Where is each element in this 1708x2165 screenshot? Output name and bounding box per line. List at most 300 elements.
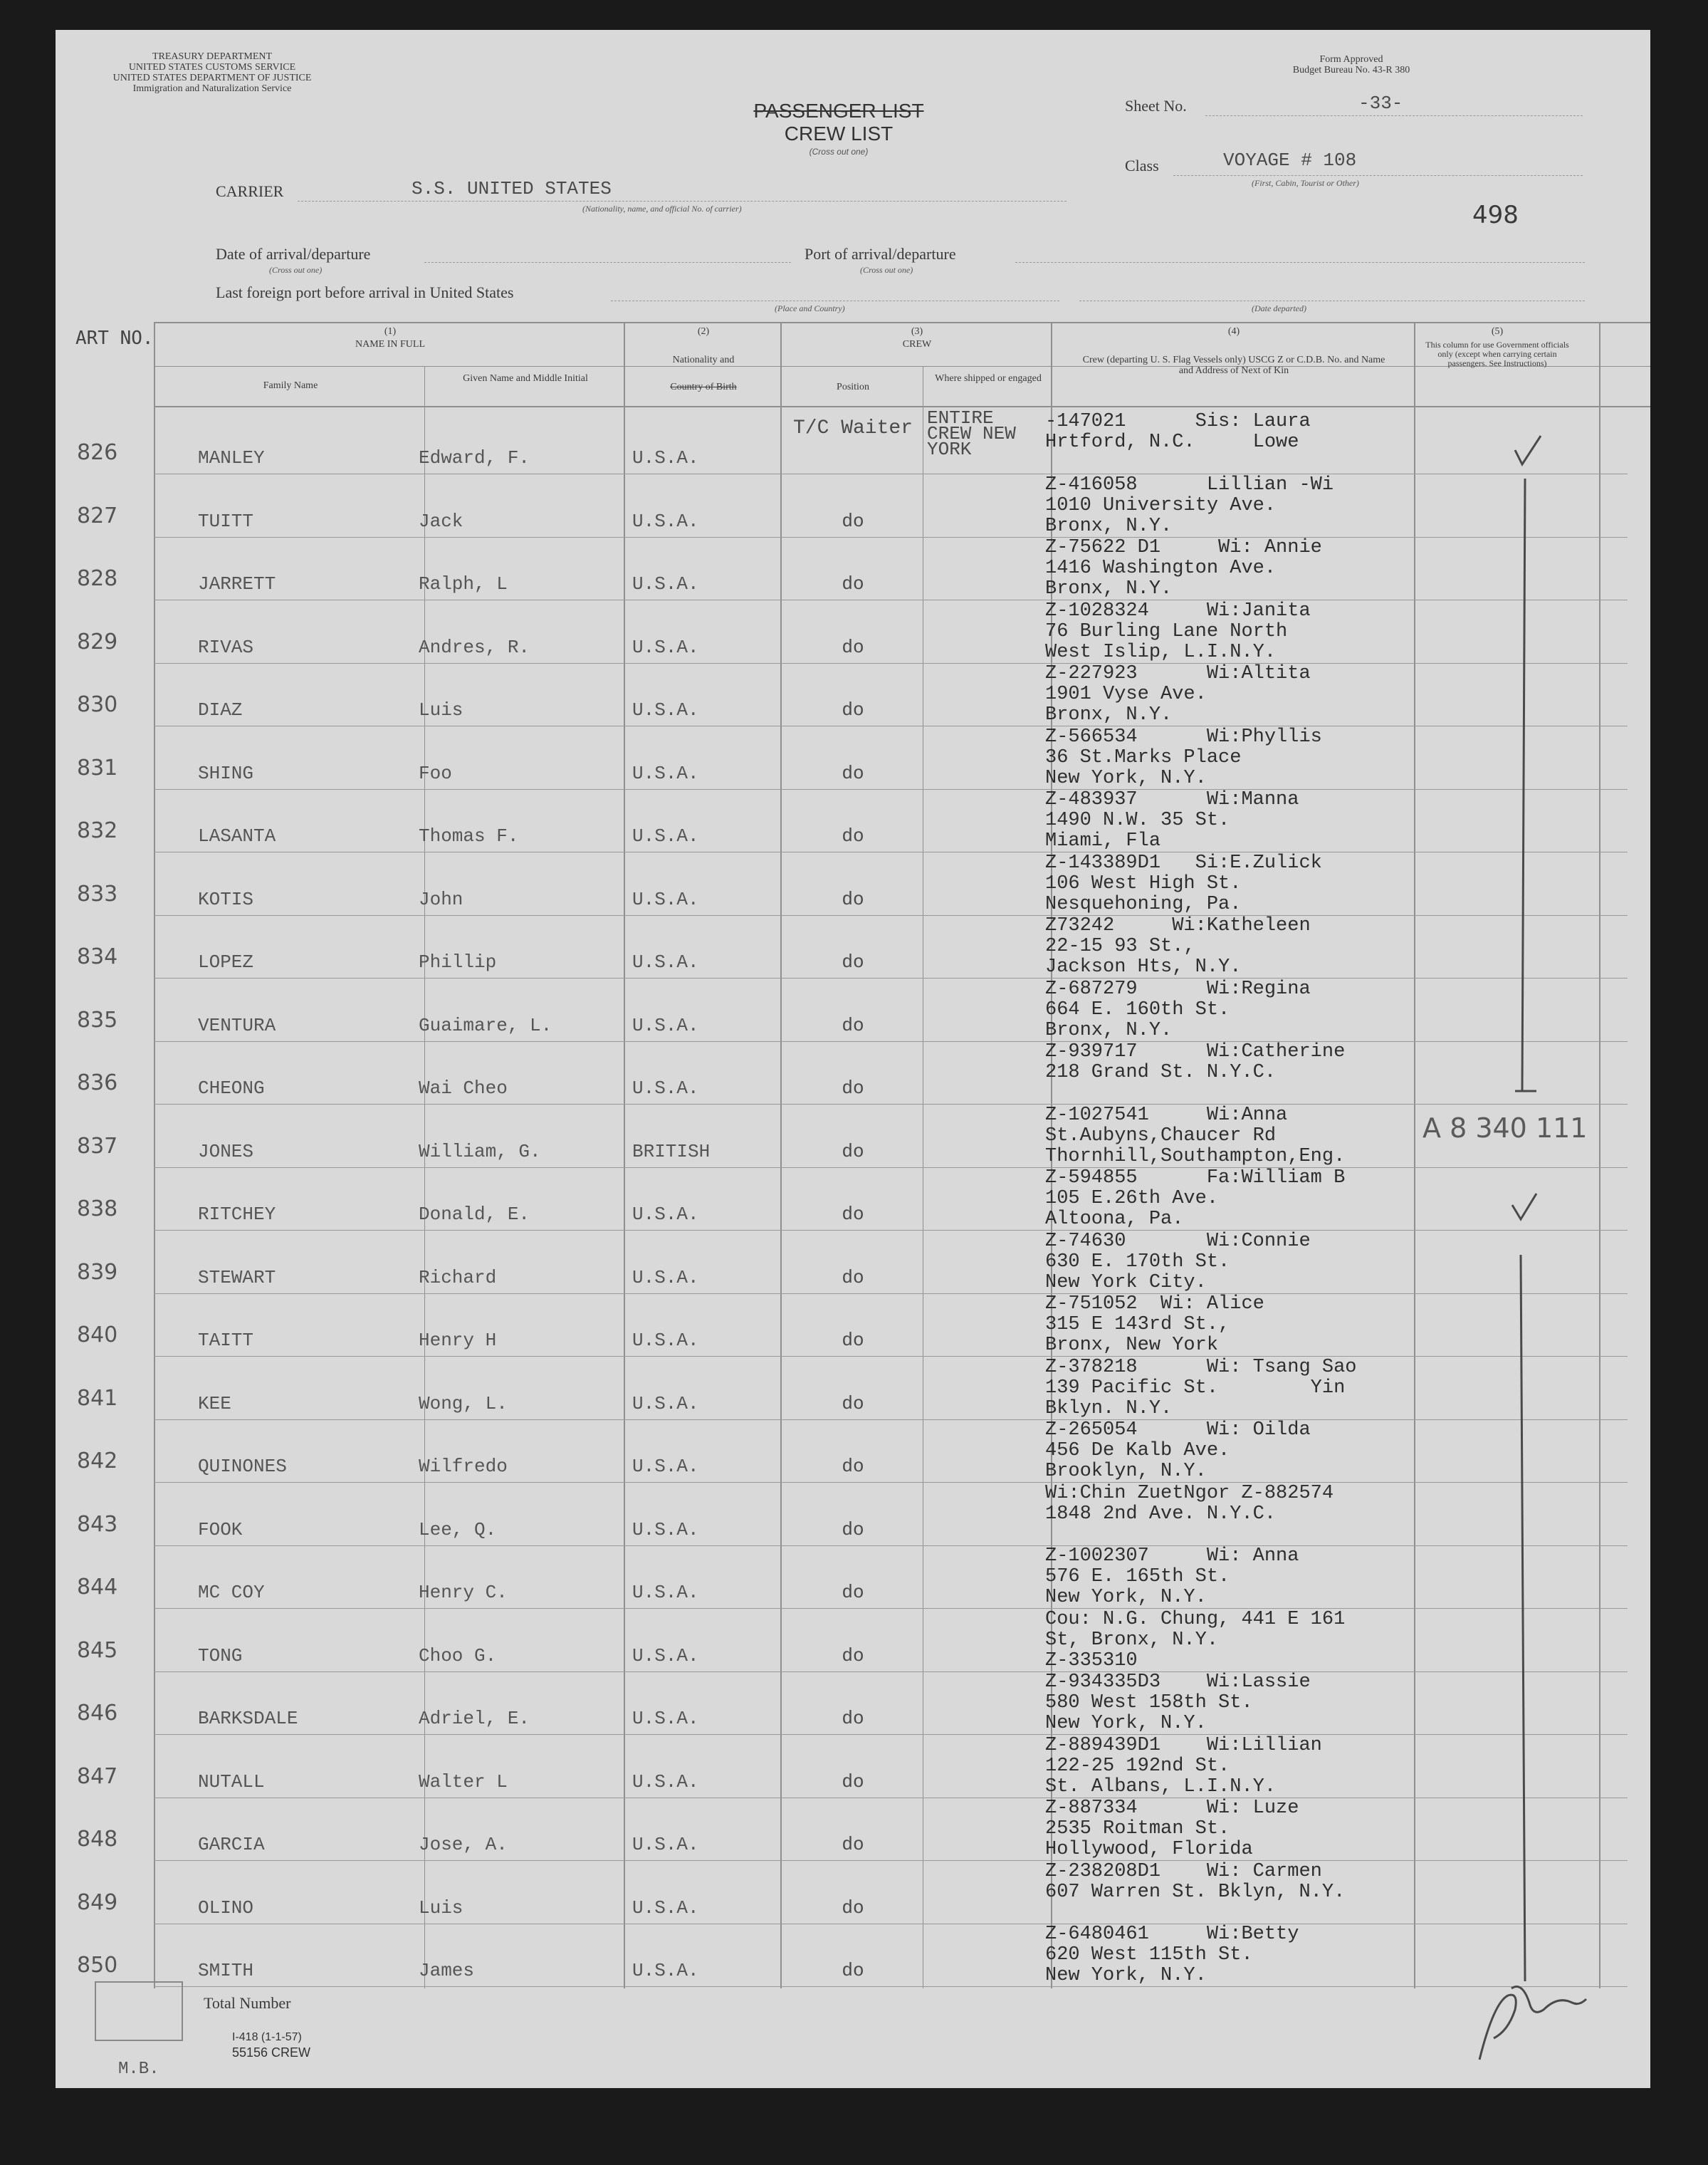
given-name: Foo [419, 762, 452, 784]
nationality: U.S.A. [632, 1770, 699, 1793]
next-of-kin-line: 580 West 158th St. [1045, 1692, 1253, 1713]
carrier-note: (Nationality, name, and official No. of carrier) [582, 204, 742, 214]
next-of-kin-line: Z-934335D3 Wi:Lassie [1045, 1671, 1311, 1693]
next-of-kin-line: Z-1027541 Wi:Anna [1045, 1104, 1288, 1126]
table-row [77, 538, 1649, 600]
given-name: Andres, R. [419, 636, 530, 658]
place-note: (Place and Country) [775, 303, 845, 313]
agency-line: Immigration and Naturalization Service [132, 83, 292, 94]
next-of-kin-line: 22-15 93 St., [1045, 936, 1195, 957]
next-of-kin [1045, 853, 1322, 915]
next-of-kin [1045, 1168, 1345, 1230]
position-header: Position [837, 382, 869, 392]
next-of-kin-line: 139 Pacific St. Yin [1045, 1377, 1346, 1399]
next-of-kin-line: Thornhill,Southampton,Eng. [1045, 1145, 1346, 1167]
nationality: U.S.A. [632, 1330, 699, 1351]
table-row [77, 1798, 1649, 1861]
title-block [732, 100, 945, 157]
next-of-kin-line: Z-6480461 Wi:Betty [1045, 1924, 1299, 1945]
nationality: U.S.A. [632, 1897, 699, 1919]
where-shipped-header: Where shipped or engaged [935, 373, 1042, 384]
nationality: U.S.A. [632, 447, 699, 469]
family-name: VENTURA [198, 1014, 276, 1036]
art-number: 844 [77, 1575, 118, 1600]
next-of-kin-line: New York, N.Y. [1045, 1713, 1207, 1734]
family-name: CHEONG [198, 1078, 265, 1099]
next-of-kin-line: Z-238208D1 Wi: Carmen [1045, 1860, 1322, 1882]
family-name: RITCHEY [198, 1204, 276, 1225]
art-number: 843 [77, 1511, 118, 1537]
given-name: Guaimare, L. [419, 1014, 552, 1036]
table-row [77, 1420, 1649, 1483]
next-of-kin-line: 576 E. 165th St. [1045, 1566, 1230, 1587]
next-of-kin-line: Altoona, Pa. [1045, 1209, 1184, 1230]
family-name: SHING [198, 762, 254, 784]
next-of-kin-line: St. Albans, L.I.N.Y. [1045, 1775, 1277, 1798]
next-of-kin-line: 664 E. 160th St. [1045, 998, 1230, 1021]
position: do [842, 762, 864, 784]
table-row [77, 1231, 1649, 1294]
next-of-kin-line: 76 Burling Lane North [1045, 620, 1288, 642]
col4-title: Crew (departing U. S. Flag Vessels only) USCG Z or C.D.B. No. and Name and Address of Next of Kin [1082, 355, 1385, 376]
col1-num: (1) [384, 326, 397, 337]
table-row [77, 853, 1649, 916]
next-of-kin-line: Z-416058 Lillian -Wi [1045, 474, 1334, 496]
table-row [77, 1042, 1649, 1105]
crew-list-document [56, 30, 1650, 2088]
date-label: Date of arrival/departure [216, 245, 371, 263]
nationality: U.S.A. [632, 1266, 699, 1288]
given-name: William, G. [419, 1140, 541, 1162]
art-number: 846 [77, 1701, 118, 1726]
position: do [842, 1518, 864, 1540]
class-note: (First, Cabin, Tourist or Other) [1252, 178, 1359, 188]
family-name: DIAZ [198, 699, 243, 721]
family-name: FOOK [198, 1518, 243, 1540]
next-of-kin [1045, 1420, 1311, 1482]
next-of-kin-line: Z-265054 Wi: Oilda [1045, 1419, 1311, 1441]
art-number: 835 [77, 1007, 118, 1033]
budget-bureau: Budget Bureau No. 43-R 380 [1292, 65, 1410, 75]
art-number: 831 [77, 755, 118, 781]
family-name: SMITH [198, 1960, 254, 1981]
initials: M.B. [118, 2060, 159, 2079]
family-name: GARCIA [198, 1834, 265, 1855]
col3-num: (3) [911, 326, 923, 337]
table-row [77, 727, 1649, 790]
next-of-kin [1045, 1483, 1334, 1525]
nationality: U.S.A. [632, 510, 699, 532]
nationality: U.S.A. [632, 1834, 699, 1855]
nationality: U.S.A. [632, 951, 699, 973]
next-of-kin-line: Brooklyn, N.Y. [1045, 1461, 1207, 1482]
table-row [77, 1924, 1649, 1987]
next-of-kin-line: Bronx, N.Y. [1045, 578, 1173, 600]
art-number: 845 [77, 1637, 118, 1663]
next-of-kin-line: 2535 Roitman St. [1045, 1818, 1230, 1840]
family-name: KEE [198, 1392, 231, 1414]
next-of-kin [1045, 1105, 1345, 1167]
next-of-kin-line: Z-887334 Wi: Luze [1045, 1798, 1299, 1819]
next-of-kin-line: Z-378218 Wi: Tsang Sao [1045, 1356, 1357, 1378]
date-departed-note: (Date departed) [1252, 303, 1306, 313]
next-of-kin-line: Bronx, N.Y. [1045, 515, 1173, 537]
next-of-kin [1045, 1862, 1345, 1903]
continuation-line [1522, 479, 1525, 1091]
next-of-kin-line: New York, N.Y. [1045, 1965, 1207, 1986]
next-of-kin-line: 1848 2nd Ave. N.Y.C. [1045, 1503, 1277, 1525]
nationality: U.S.A. [632, 699, 699, 721]
next-of-kin [1045, 664, 1311, 726]
nationality: U.S.A. [632, 1456, 699, 1477]
given-name: James [419, 1960, 475, 1981]
next-of-kin-line: Z-687279 Wi:Regina [1045, 978, 1311, 1000]
family-name: KOTIS [198, 888, 254, 910]
next-of-kin [1045, 979, 1311, 1041]
position: do [842, 1644, 864, 1666]
position: do [842, 1140, 864, 1162]
nationality: U.S.A. [632, 1014, 699, 1036]
table-row [77, 916, 1649, 979]
col4-num: (4) [1227, 326, 1240, 337]
next-of-kin-line: Hollywood, Florida [1045, 1839, 1253, 1860]
position: do [842, 1582, 864, 1603]
given-name: Edward, F. [419, 447, 530, 469]
table-row [77, 1105, 1649, 1168]
next-of-kin [1045, 538, 1322, 600]
col5-title: This column for use Government officials only (except when carrying certain passengers. See Instructions) [1425, 340, 1569, 368]
port-label: Port of arrival/departure [805, 245, 956, 263]
agency-line: UNITED STATES DEPARTMENT OF JUSTICE [112, 73, 312, 83]
art-number: 827 [77, 503, 118, 528]
position: do [842, 573, 864, 595]
next-of-kin [1045, 1736, 1322, 1798]
nationality-struck: Country of Birth [670, 382, 737, 392]
next-of-kin-line: Z-75622 D1 Wi: Annie [1045, 537, 1322, 558]
alien-registration-number: A 8 340 111 [1423, 1112, 1588, 1144]
col3-title: CREW [902, 339, 932, 350]
page-number: 498 [1472, 201, 1519, 229]
family-name: TAITT [198, 1330, 254, 1351]
given-name: Adriel, E. [419, 1708, 530, 1729]
nationality: U.S.A. [632, 1644, 699, 1666]
family-name: OLINO [198, 1897, 254, 1919]
table-row [77, 1672, 1649, 1735]
table-row [77, 1294, 1649, 1357]
position: do [842, 825, 864, 847]
art-number: 826 [77, 440, 118, 465]
next-of-kin-line: 607 Warren St. Bklyn, N.Y. [1045, 1881, 1346, 1903]
col5-num: (5) [1491, 326, 1504, 337]
next-of-kin-line: Z-335310 [1045, 1649, 1138, 1671]
sheet-value: -33- [1358, 93, 1403, 114]
next-of-kin [1045, 727, 1322, 789]
checkmark-icon [1512, 1194, 1536, 1219]
nationality: U.S.A. [632, 573, 699, 595]
title-note: (Cross out one) [809, 147, 869, 157]
next-of-kin-line: 36 St.Marks Place [1045, 746, 1242, 768]
next-of-kin-line: 630 E. 170th St. [1045, 1251, 1230, 1273]
col5-annotation-marks [1451, 429, 1565, 2031]
carrier-label: CARRIER [216, 182, 284, 200]
next-of-kin [1045, 412, 1311, 453]
next-of-kin [1045, 1610, 1345, 1671]
next-of-kin-line: 456 De Kalb Ave. [1045, 1440, 1230, 1461]
art-number: 833 [77, 881, 118, 907]
next-of-kin-line: Nesquehoning, Pa. [1045, 893, 1242, 915]
art-number: 847 [77, 1763, 118, 1789]
art-number: 838 [77, 1196, 118, 1221]
given-name-header: Given Name and Middle Initial [463, 373, 588, 384]
nationality: U.S.A. [632, 1960, 699, 1981]
next-of-kin [1045, 790, 1299, 852]
next-of-kin-line: Z-566534 Wi:Phyllis [1045, 726, 1322, 748]
table-row [77, 1862, 1649, 1924]
next-of-kin-line: Bronx, N.Y. [1045, 704, 1173, 726]
next-of-kin-line: 218 Grand St. N.Y.C. [1045, 1062, 1277, 1083]
table-row [77, 1168, 1649, 1231]
table-row [77, 1483, 1649, 1546]
next-of-kin-line: Z-889439D1 Wi:Lillian [1045, 1734, 1322, 1756]
next-of-kin-line: Hrtford, N.C. Lowe [1045, 432, 1299, 453]
art-number: 836 [77, 1070, 118, 1095]
next-of-kin-line: St, Bronx, N.Y. [1045, 1629, 1219, 1651]
position: do [842, 1330, 864, 1351]
family-name: LASANTA [198, 825, 276, 847]
agency-line: TREASURY DEPARTMENT [152, 51, 273, 62]
position: do [842, 1770, 864, 1793]
next-of-kin-line: 1901 Vyse Ave. [1045, 684, 1207, 705]
art-number: 837 [77, 1133, 118, 1159]
art-number: 830 [77, 692, 118, 717]
next-of-kin-line: Bronx, New York [1045, 1335, 1219, 1356]
page-title: CREW LIST [784, 122, 894, 145]
position: do [842, 1266, 864, 1288]
next-of-kin [1045, 601, 1311, 663]
position: do [842, 1014, 864, 1036]
next-of-kin-line: Z-1028324 Wi:Janita [1045, 600, 1311, 622]
given-name: Luis [419, 699, 463, 721]
next-of-kin-line: Wi:Chin ZuetNgor Z-882574 [1045, 1482, 1334, 1504]
form-code: 55156 CREW [232, 2045, 311, 2060]
form-approved: Form Approved [1319, 54, 1383, 65]
next-of-kin-line: Z-1002307 Wi: Anna [1045, 1545, 1299, 1567]
given-name: Jose, A. [419, 1834, 508, 1855]
given-name: Walter L [419, 1770, 508, 1793]
next-of-kin-line: Z-939717 Wi:Catherine [1045, 1041, 1346, 1063]
next-of-kin-line: Bronx, N.Y. [1045, 1019, 1173, 1041]
given-name: Richard [419, 1266, 497, 1288]
next-of-kin-line: 106 West High St. [1045, 872, 1242, 894]
table-row [77, 601, 1649, 664]
col2-num: (2) [697, 326, 710, 337]
next-of-kin-line: Miami, Fla [1045, 830, 1161, 852]
next-of-kin [1045, 1672, 1311, 1734]
next-of-kin [1045, 1042, 1345, 1083]
next-of-kin-line: 1010 University Ave. [1045, 494, 1277, 516]
next-of-kin-line: Jackson Hts, N.Y. [1045, 956, 1242, 978]
next-of-kin-line: Bklyn. N.Y. [1045, 1397, 1173, 1419]
table-row [77, 1546, 1649, 1609]
position: do [842, 1078, 864, 1099]
family-name: TUITT [198, 510, 254, 532]
next-of-kin-line: New York, N.Y. [1045, 1587, 1207, 1608]
position: do [842, 636, 864, 658]
next-of-kin [1045, 1798, 1299, 1860]
next-of-kin-line: -147021 Sis: Laura [1045, 411, 1311, 432]
next-of-kin [1045, 475, 1334, 537]
table-row [77, 475, 1649, 538]
nationality: U.S.A. [632, 1392, 699, 1414]
art-number: 850 [77, 1953, 118, 1978]
port-cross-note: (Cross out one) [860, 265, 913, 275]
next-of-kin-line: Z-751052 Wi: Alice [1045, 1293, 1264, 1315]
given-name: Phillip [419, 951, 497, 973]
table-row [77, 664, 1649, 726]
art-number: 839 [77, 1259, 118, 1285]
position: do [842, 1897, 864, 1919]
next-of-kin-line: Z-594855 Fa:William B [1045, 1167, 1346, 1189]
agency-block [84, 51, 340, 94]
position: T/C Waiter [792, 417, 913, 439]
given-name: Lee, Q. [419, 1518, 497, 1540]
position: do [842, 1834, 864, 1855]
given-name: Jack [419, 510, 463, 532]
next-of-kin-line: Z-483937 Wi:Manna [1045, 789, 1299, 810]
table-row [77, 1610, 1649, 1672]
given-name: Wilfredo [419, 1456, 508, 1477]
next-of-kin-line: New York City. [1045, 1271, 1207, 1293]
entire-crew-note [927, 407, 1034, 460]
position: do [842, 1392, 864, 1414]
art-number: 841 [77, 1385, 118, 1411]
next-of-kin-line: West Islip, L.I.N.Y. [1045, 641, 1277, 663]
nationality: U.S.A. [632, 636, 699, 658]
class-label: Class [1125, 157, 1159, 174]
nationality: U.S.A. [632, 1708, 699, 1729]
nationality: U.S.A. [632, 1204, 699, 1225]
nationality: U.S.A. [632, 762, 699, 784]
next-of-kin [1045, 1231, 1311, 1293]
next-of-kin-line: 620 West 115th St. [1045, 1944, 1253, 1966]
next-of-kin-line: 1490 N.W. 35 St. [1045, 810, 1230, 831]
next-of-kin [1045, 916, 1311, 978]
family-name: BARKSDALE [198, 1708, 298, 1729]
given-name: Thomas F. [419, 825, 519, 847]
family-name: LOPEZ [198, 951, 254, 973]
position: do [842, 1204, 864, 1225]
position: do [842, 1960, 864, 1981]
date-cross-note: (Cross out one) [269, 265, 323, 275]
position: do [842, 888, 864, 910]
given-name: Choo G. [419, 1644, 497, 1666]
class-value: VOYAGE # 108 [1223, 150, 1357, 171]
nationality: U.S.A. [632, 1518, 699, 1540]
given-name: Wong, L. [419, 1392, 508, 1414]
art-number: 834 [77, 944, 118, 969]
next-of-kin [1045, 1924, 1299, 1986]
art-number: 828 [77, 566, 118, 591]
next-of-kin-line: 1416 Washington Ave. [1045, 558, 1277, 579]
next-of-kin-line: Z-74630 Wi:Connie [1045, 1230, 1311, 1252]
art-number: 829 [77, 629, 118, 654]
next-of-kin-line: Z-227923 Wi:Altita [1045, 663, 1311, 684]
sheet-label: Sheet No. [1125, 97, 1187, 115]
checkmark-icon [1515, 436, 1541, 464]
given-name: Ralph, L [419, 573, 508, 595]
family-name-header: Family Name [263, 380, 318, 391]
title-struck: PASSENGER LIST [753, 100, 924, 122]
family-name: MANLEY [198, 447, 265, 469]
next-of-kin [1045, 1546, 1299, 1608]
col1-title: NAME IN FULL [355, 339, 425, 350]
art-number: 849 [77, 1889, 118, 1915]
nationality-header: Nationality and [672, 355, 735, 365]
position: do [842, 1456, 864, 1477]
form-number: I-418 (1-1-57) [232, 2031, 302, 2043]
continuation-line [1521, 1255, 1525, 1981]
family-name: STEWART [198, 1266, 276, 1288]
position: do [842, 951, 864, 973]
nationality: U.S.A. [632, 1078, 699, 1099]
family-name: RIVAS [198, 636, 254, 658]
last-port-label: Last foreign port before arrival in United States [216, 283, 514, 301]
art-no-header: ART NO. [75, 328, 154, 349]
nationality: U.S.A. [632, 888, 699, 910]
family-name: NUTALL [198, 1770, 265, 1793]
entire-crew-text: ENTIRE CREW NEW YORK [927, 407, 1016, 460]
next-of-kin-line: New York, N.Y. [1045, 767, 1207, 789]
given-name: John [419, 888, 463, 910]
given-name: Donald, E. [419, 1204, 530, 1225]
art-number: 832 [77, 818, 118, 843]
table-row [77, 407, 1649, 474]
given-name: Luis [419, 1897, 463, 1919]
signature-mark [1451, 1960, 1608, 2081]
family-name: TONG [198, 1644, 243, 1666]
given-name: Henry C. [419, 1582, 508, 1603]
carrier-value: S.S. UNITED STATES [412, 178, 612, 199]
next-of-kin-line: 105 E.26th Ave. [1045, 1188, 1219, 1209]
position: do [842, 699, 864, 721]
art-number: 848 [77, 1827, 118, 1852]
family-name: JONES [198, 1140, 254, 1162]
position: do [842, 510, 864, 532]
next-of-kin-line: St.Aubyns,Chaucer Rd [1045, 1125, 1277, 1147]
nationality: U.S.A. [632, 825, 699, 847]
table-row [77, 979, 1649, 1042]
total-number-box [95, 1981, 183, 2041]
next-of-kin-line: Z-143389D1 Si:E.Zulick [1045, 852, 1322, 874]
total-label: Total Number [204, 1994, 291, 2012]
family-name: JARRETT [198, 573, 276, 595]
nationality: U.S.A. [632, 1582, 699, 1603]
form-approved-block [1237, 54, 1465, 75]
next-of-kin [1045, 1357, 1356, 1419]
position: do [842, 1708, 864, 1729]
art-number: 842 [77, 1449, 118, 1473]
nationality: BRITISH [632, 1140, 711, 1162]
table-row [77, 1736, 1649, 1798]
next-of-kin-line: Z73242 Wi:Katheleen [1045, 915, 1311, 937]
family-name: QUINONES [198, 1456, 287, 1477]
art-number: 840 [77, 1323, 118, 1347]
next-of-kin [1045, 1294, 1264, 1356]
next-of-kin-line: 315 E 143rd St., [1045, 1314, 1230, 1335]
next-of-kin-line: 122-25 192nd St. [1045, 1755, 1230, 1777]
table-row [77, 790, 1649, 852]
given-name: Wai Cheo [419, 1078, 508, 1099]
